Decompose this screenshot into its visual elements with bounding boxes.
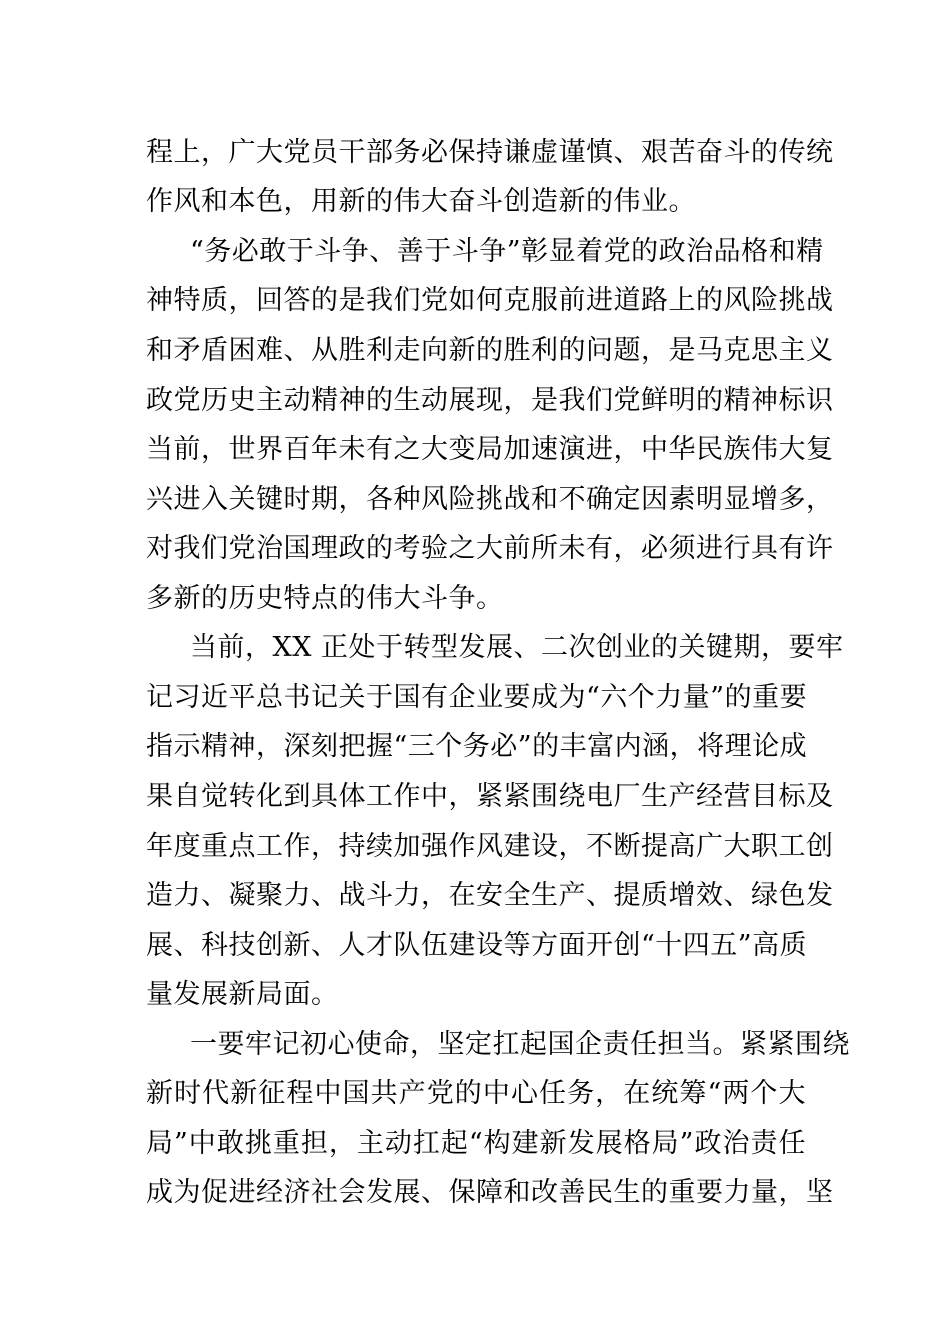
text-line: 年度重点工作，持续加强作风建设，不断提高广大职工创 [146,831,834,862]
paragraph-start-line: “务必敢于斗争、善于斗争”彰显着党的政治品格和精 [190,236,824,267]
text-line: 量发展新局面。 [146,979,339,1010]
text-line: 程上，广大党员干部务必保持谦虚谨慎、艰苦奋斗的传统 [146,137,834,168]
text-line: 新时代新征程中国共产党的中心任务，在统筹“两个大 [146,1078,806,1109]
text-line: 神特质，回答的是我们党如何克服前进道路上的风险挑战 [146,285,834,316]
text-line: 多新的历史特点的伟大斗争。 [146,583,504,614]
text-line: 对我们党治国理政的考验之大前所未有，必须进行具有许 [146,533,834,564]
text-line: 作风和本色，用新的伟大奋斗创造新的伟业。 [146,186,696,217]
text-line: 成为促进经济社会发展、保障和改善民生的重要力量，坚 [146,1177,834,1208]
text-line: 当前，世界百年未有之大变局加速演进，中华民族伟大复 [146,434,834,465]
text-line: 果自觉转化到具体工作中，紧紧围绕电厂生产经营目标及 [146,781,834,812]
text-line: 展、科技创新、人才队伍建设等方面开创“十四五”高质 [146,930,808,961]
paragraph-start-line: 一要牢记初心使命，坚定扛起国企责任担当。紧紧围绕 [190,1029,850,1060]
text-line: 和矛盾困难、从胜利走向新的胜利的问题，是马克思主义 [146,335,834,366]
text-line: 指示精神，深刻把握“三个务必”的丰富内涵，将理论成 [146,731,808,762]
text-line: 政党历史主动精神的生动展现，是我们党鲜明的精神标识 [146,385,834,416]
text-line: 造力、凝聚力、战斗力，在安全生产、提质增效、绿色发 [146,880,834,911]
paragraph-start-line: 当前，XX 正处于转型发展、二次创业的关键期，要牢 [190,632,844,663]
text-line: 局”中敢挑重担，主动扛起“构建新发展格局”政治责任 [146,1128,806,1159]
text-line: 记习近平总书记关于国有企业要成为“六个力量”的重要 [146,682,808,713]
text-line: 兴进入关键时期，各种风险挑战和不确定因素明显增多， [146,484,834,515]
